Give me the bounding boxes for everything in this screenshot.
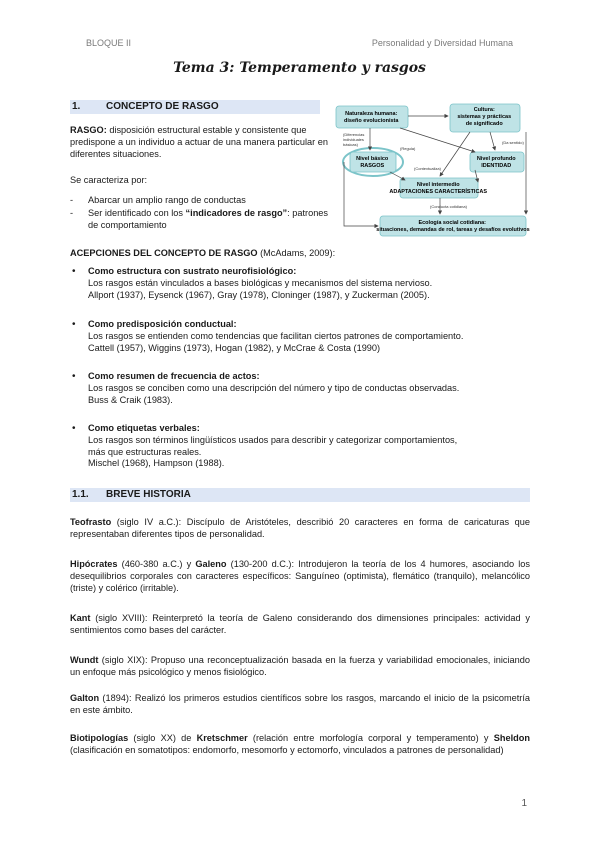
history-bold: Hipócrates (70, 559, 118, 569)
history-bold: Teofrasto (70, 517, 112, 527)
bullet-line: Mischel (1968), Hampson (1988). (88, 458, 225, 469)
history-item-teofrasto (70, 517, 530, 541)
box-ecologia (380, 216, 526, 236)
diagram-text: RASGOS (360, 163, 385, 169)
history-bold: Biotipologías (70, 733, 129, 743)
bullet-item-3 (88, 371, 528, 406)
arrow-basico-intermedio (390, 172, 405, 180)
diagram-text: de significado (465, 121, 503, 127)
bullet-head: Como etiquetas verbales: (88, 423, 200, 433)
bullet-marker: • (72, 266, 76, 277)
history-item-galton (70, 693, 530, 717)
bullet-line: Los rasgos están vinculados a bases biológicas y mecanismos del sistema nervioso. (88, 277, 433, 288)
history-text: (130-200 d.C.): Introdujeron la teoría de los 4 humores, asociando los desequilibrios corporales con caracteres específicos: Sanguíneo (optimista), flemático (tranquilo), melancólico (triste) y colérico (irritable). (70, 559, 530, 593)
history-text: (siglo XVIII): Reinterpretó la teoría de Galeno considerando dos dimensiones principales: actividad y sentimientos como bases del carácter. (70, 613, 530, 635)
dash-marker: - (70, 208, 74, 218)
history-bold: Sheldon (493, 733, 530, 743)
dash-item-text: : patrones de comportamiento (88, 208, 329, 230)
dash-item-bold: “indicadores de rasgo” (185, 208, 288, 218)
box-naturaleza (336, 106, 408, 128)
bullet-line: Los rasgos se entienden como tendencias que facilitan ciertos patrones de comportamiento. (88, 330, 464, 341)
rasgo-text: disposición estructural estable y consistente que predispone a un individuo a actuar de una manera particular en diferentes situaciones. (70, 125, 328, 159)
box-nivel-intermedio (400, 178, 478, 198)
bullet-marker: • (72, 371, 76, 382)
diagram-note: (Conducta cotidiana) (430, 204, 467, 209)
history-bold: Kretschmer (196, 733, 248, 743)
bullet-line: más que estructuras reales. (88, 446, 202, 457)
page-number: 1 (521, 798, 527, 809)
diagram-text: ADAPTACIONES CARACTERÍSTICAS (389, 189, 488, 195)
history-item-kant (70, 613, 530, 637)
diagram-text: Nivel intermedio (416, 182, 460, 188)
diagram-text: diseño evolucionista (344, 118, 399, 124)
history-item-wundt (70, 655, 530, 679)
characterized-label: Se caracteriza por: (70, 175, 148, 185)
diagram-text: sistemas y prácticas (457, 114, 512, 120)
section-number: 1.1. (72, 489, 89, 500)
bullet-item-2 (88, 319, 528, 354)
diagram-text: IDENTIDAD (481, 163, 512, 169)
rasgo-definition (70, 125, 332, 160)
box-nivel-basico (350, 152, 396, 172)
bullet-line: Allport (1937), Eysenck (1967), Gray (1978), Cloninger (1987), y Zuckerman (2005). (88, 289, 430, 300)
mcadams-diagram (330, 100, 530, 240)
diagram-note: (Da sentido) (502, 140, 524, 145)
bullet-line: Los rasgos se conciben como una descripción del número y tipo de conductas observadas. (88, 382, 460, 393)
section-number: 1. (72, 101, 81, 112)
dash-item-2 (88, 208, 338, 232)
diagram-text: Naturaleza humana: (345, 111, 398, 117)
history-text: (siglo XIX): Propuso una reconceptualización basada en la fuerza y variabilidad emocionales, iniciando un enfoque más psicológico y menos fisiológico. (70, 655, 530, 677)
history-text: (siglo XX) de (128, 733, 197, 743)
history-text: (clasificación en somatotipos: endomorfo, mesomorfo y ectomorfo, vinculados a patrones de personalidad) (70, 744, 504, 755)
bullet-line: Los rasgos son términos lingüísticos usados para describir y categorizar comportamientos, (88, 434, 458, 445)
arrow-cultura-intermedio (440, 132, 470, 176)
diagram-text: Nivel profundo (476, 156, 516, 162)
header-left: BLOQUE II (86, 38, 132, 48)
diagram-note: básicas) (343, 142, 358, 147)
diagram-text: Nivel básico (356, 156, 389, 162)
bullet-head: Como resumen de frecuencia de actos: (88, 371, 260, 381)
diagram-note: individuales (343, 137, 364, 142)
acepciones-rest: (McAdams, 2009): (257, 248, 336, 258)
bullet-item-4 (88, 423, 528, 470)
arrow-cultura-profundo (490, 132, 495, 150)
diagram-text: Cultura: (473, 107, 495, 113)
diagram-text: Ecología social cotidiana: (418, 220, 487, 226)
dash-item-1 (88, 195, 333, 207)
rasgo-term: RASGO: (70, 125, 107, 135)
box-nivel-profundo (470, 152, 524, 172)
bullet-marker: • (72, 319, 76, 330)
dash-marker: - (70, 195, 74, 205)
history-item-biotipologias (70, 733, 530, 757)
history-bold: Galton (70, 693, 100, 703)
diagram-note: (Contextualiza) (414, 166, 441, 171)
section-heading-1-1 (70, 488, 530, 502)
header-right: Personalidad y Diversidad Humana (371, 38, 513, 48)
history-text: (relación entre morfología corporal y temperamento) y (247, 733, 494, 743)
history-text: (1894): Realizó los primeros estudios científicos sobre los rasgos, marcando el inicio de la psicometría en este ámbito. (70, 693, 530, 715)
diagram-note: (Regula) (400, 146, 416, 151)
history-bold: Kant (70, 613, 91, 623)
history-item-hipocrates (70, 559, 530, 594)
section-heading-1 (70, 100, 320, 114)
bullet-line: Cattell (1957), Wiggins (1973), Hogan (1982), y McCrae & Costa (1990) (88, 342, 381, 353)
acepciones-bold: ACEPCIONES DEL CONCEPTO DE RASGO (70, 248, 258, 258)
bullet-item-1 (88, 266, 528, 301)
bullet-marker: • (72, 423, 76, 434)
dash-item-text: Abarcar un amplio rango de conductas (88, 195, 246, 205)
bullet-head: Como estructura con sustrato neurofisiológico: (88, 266, 297, 276)
history-text: (siglo IV a.C.): Discípulo de Aristóteles, describió 20 caracteres en forma de caricaturas que representaban diferentes tipos de personalidad. (70, 517, 530, 539)
acepciones-heading (70, 248, 335, 260)
history-text: (460-380 a.C.) y (117, 559, 196, 569)
section-label: BREVE HISTORIA (106, 489, 191, 500)
dash-item-text: Ser identificado con los (88, 208, 186, 218)
diagram-text: situaciones, demandas de rol, tareas y desafíos evolutivos (376, 227, 530, 233)
history-bold: Galeno (195, 559, 227, 569)
diagram-note: (Diferencias (343, 132, 365, 137)
section-label: CONCEPTO DE RASGO (106, 101, 219, 112)
history-bold: Wundt (70, 655, 99, 665)
page-title: Tema 3: Temperamento y rasgos (173, 60, 426, 76)
bullet-head: Como predisposición conductual: (88, 319, 237, 329)
bullet-line: Buss & Craik (1983). (88, 394, 173, 405)
